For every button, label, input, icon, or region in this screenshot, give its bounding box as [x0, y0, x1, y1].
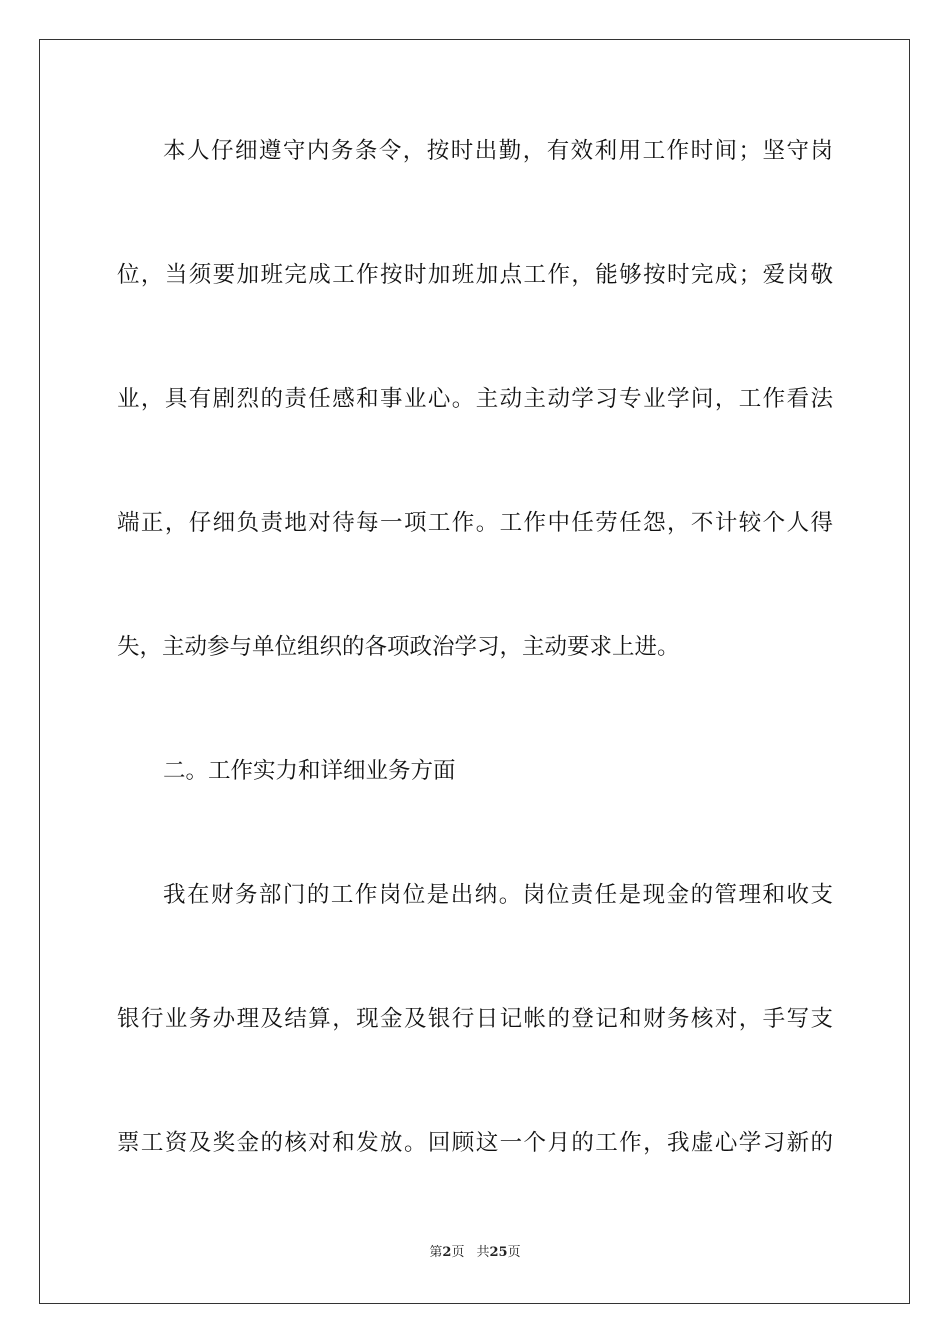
paragraph-2-line-1: 我在财务部门的工作岗位是出纳。岗位责任是现金的管理和收支 [163, 882, 833, 908]
footer-total-pages: 25 [489, 1245, 508, 1260]
section-heading: 二。工作实力和详细业务方面 [163, 758, 456, 784]
paragraph-2-line-3: 票工资及奖金的核对和发放。回顾这一个月的工作，我虚心学习新的 [117, 1130, 833, 1156]
page-footer [0, 1244, 950, 1262]
paragraph-1-line-4: 端正，仔细负责地对待每一项工作。工作中任劳任怨，不计较个人得 [117, 510, 833, 536]
footer-page-suffix: 页 [451, 1245, 465, 1260]
footer-total-prefix: 共 [476, 1245, 490, 1260]
footer-total-suffix: 页 [507, 1245, 521, 1260]
paragraph-1-line-3: 业，具有剧烈的责任感和事业心。主动主动学习专业学问，工作看法 [117, 386, 833, 412]
footer-page-number: 2 [442, 1245, 452, 1260]
paragraph-1-line-2: 位，当须要加班完成工作按时加班加点工作，能够按时完成；爱岗敬 [117, 262, 833, 288]
footer-page-prefix: 第 [429, 1245, 443, 1260]
paragraph-1-line-5: 失，主动参与单位组织的各项政治学习，主动要求上进。 [117, 634, 680, 660]
paragraph-1-line-1: 本人仔细遵守内务条令，按时出勤，有效利用工作时间；坚守岗 [163, 138, 833, 164]
paragraph-2-line-2: 银行业务办理及结算，现金及银行日记帐的登记和财务核对，手写支 [117, 1006, 833, 1032]
page-border [39, 39, 910, 1304]
